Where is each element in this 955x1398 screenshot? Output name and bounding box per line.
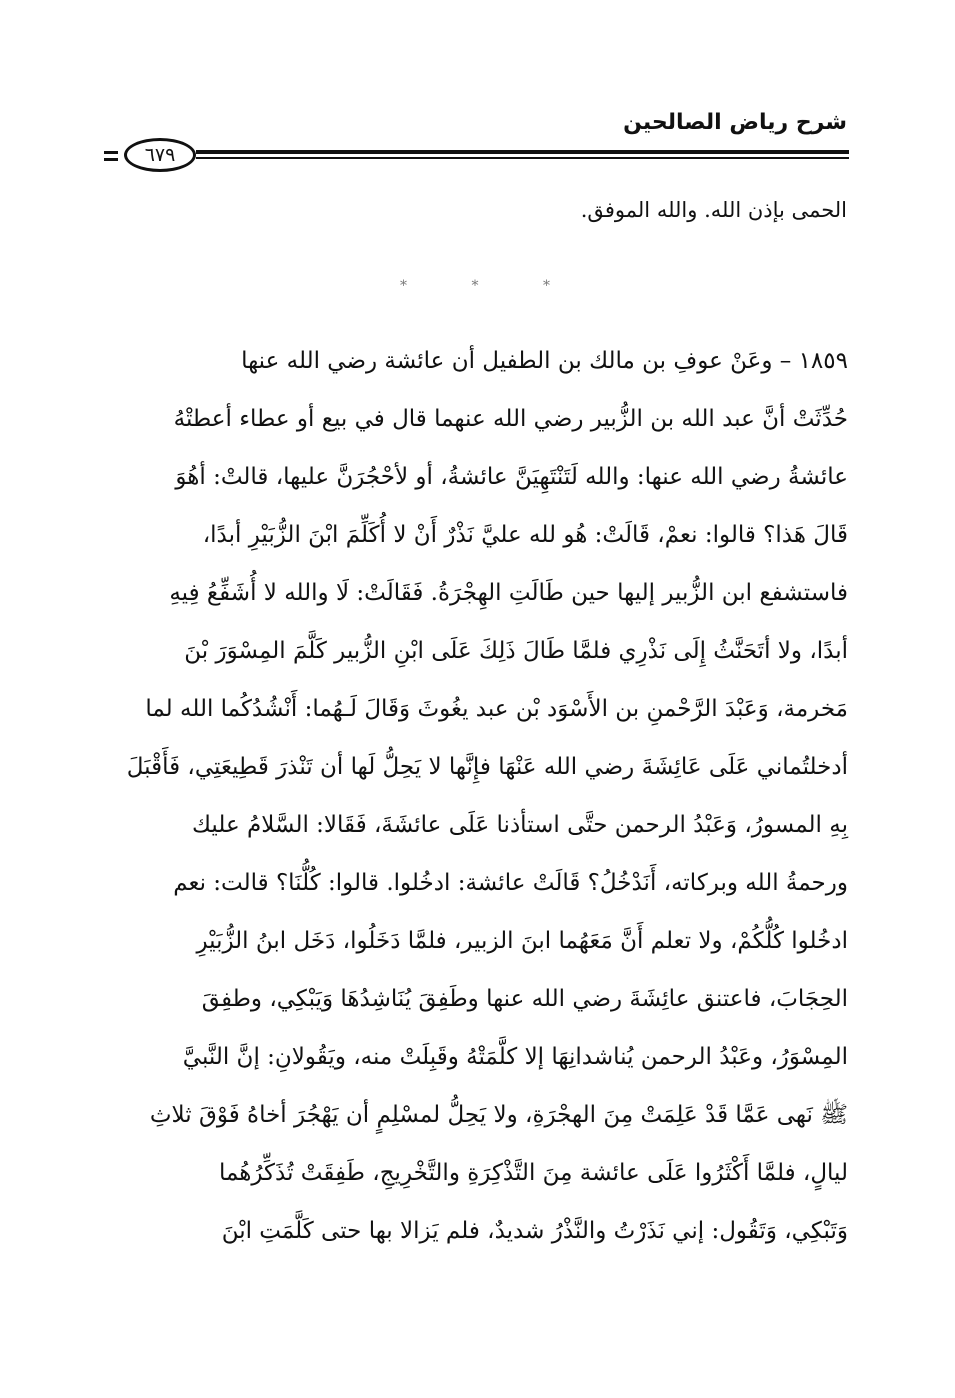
hadith-line: ادخُلوا كُلُّكُمْ، ولا تعلم أَنَّ مَعَهُما ابنَ الزبير، فلمَّا دَخَلُوا، دَخَل ابنُ الزُّبَيْرِ xyxy=(196,928,848,954)
closing-line: الحمى بإذن الله. والله الموفق. xyxy=(580,198,847,222)
hadith-line: أدخلتُماني عَلَى عَائِشَةَ رضي الله عَنْهَا فإِنَّها لا يَحِلُّ لَها أن تَنْذرَ قَطِيعَتِي، فَأَقْبَلَ xyxy=(126,754,848,780)
double-rule-icon xyxy=(104,151,118,165)
hadith-line: أبدًا، ولا أتَحَنَّثُ إِلَى نَذْرِي فلمَّا طَالَ ذَلِكَ عَلَى ابْنِ الزُّبير كَلَّمَ المِسْوَرَ بْنَ xyxy=(184,638,848,664)
hadith-line: فاستشفع ابن الزُّبير إليها حين طَالَتِ الهِجْرَةُ. فَقَالَتْ: لَا والله لا أُشَفِّعُ فِيهِ xyxy=(169,580,848,606)
star-ornament: * xyxy=(400,278,407,294)
hadith-line: ١٨٥٩ – وعَنْ عوفِ بن مالك بن الطفيل أن عائشة رضي الله عنها xyxy=(241,348,848,374)
section-separator xyxy=(400,278,550,294)
star-ornament: * xyxy=(471,278,479,294)
hadith-line: قَالَ هَذا؟ قالوا: نعمْ، قَالَتْ: هُو لله عليَّ نَذْرٌ أَنْ لا أُكَلِّمَ ابْنَ الزُّبَيْرِ أبدًا، xyxy=(202,522,848,548)
hadith-line: المِسْوَرُ، وعَبْدُ الرحمن يُناشدانِهَا إلا كلَّمَتْهُ وقَبِلَتْ منه، ويَقُولانِ: إنَّ النَّبيَّ xyxy=(182,1044,848,1070)
hadith-line: وَتَبْكِي، وَتَقُول: إني نَذَرْتُ والنَّذْرُ شديدٌ، فلم يَزالا بها حتى كَلَّمَتِ ابْنَ xyxy=(221,1218,848,1244)
hadith-line: الحِجَابَ، فاعتنق عائِشَةَ رضي الله عنها وطَفِقَ يُنَاشِدُهَا وَيَبْكِي، وطفِقَ xyxy=(201,986,848,1012)
hadith-line: عائشةُ رضي الله عنها: والله لَتَنْتَهِيَنَّ عائشةُ، أو لأحْجُرَنَّ عليها، قالتْ: أهُوَ xyxy=(175,464,848,490)
hadith-line: ليالٍ، فلمَّا أَكْثَرُوا عَلَى عائشة مِنَ التَّذْكِرَةِ والتَّخْرِيجِ، طَفِقَتْ تُذَكِّرُهُما xyxy=(218,1160,848,1186)
book-title: شرح رياض الصالحين xyxy=(623,110,847,135)
hadith-line: ﷺ نَهى عَمَّا قَدْ عَلِمَتْ مِنَ الهجْرَةِ، ولا يَحِلُّ لمسْلِمٍ أن يَهْجُرَ أخاهُ فَوْقَ ثلاثِ xyxy=(149,1102,848,1128)
page-number: ٦٧٩ xyxy=(124,138,196,172)
hadith-line: حُدِّثَتْ أنَّ عبد الله بن الزُّبير رضي الله عنهما قال في بيع أو عطاء أعطتْهُ xyxy=(173,406,848,432)
hadith-line: ورحمةُ الله وبركاته، أَنَدْخُلُ؟ قَالَتْ عائشة: ادخُلوا. قالوا: كُلُّنَا؟ قالت: نعم xyxy=(173,870,848,896)
header-rule-thin xyxy=(196,157,849,159)
header-rule xyxy=(196,150,849,154)
hadith-line: مَخرمة، وَعَبْدَ الرَّحْمنِ بن الأَسْوَد بْن عبد يغُوثَ وَقَالَ لَـهُما: أَنْشُدُكُما الله لما xyxy=(145,696,848,722)
star-ornament: * xyxy=(543,278,550,294)
hadith-line: بِهِ المسورُ، وَعَبْدُ الرحمن حتَّى استأذنا عَلَى عائشَةَ، فَقَالا: السَّلامُ عليك xyxy=(192,812,848,838)
page-number-ornament xyxy=(104,138,200,176)
